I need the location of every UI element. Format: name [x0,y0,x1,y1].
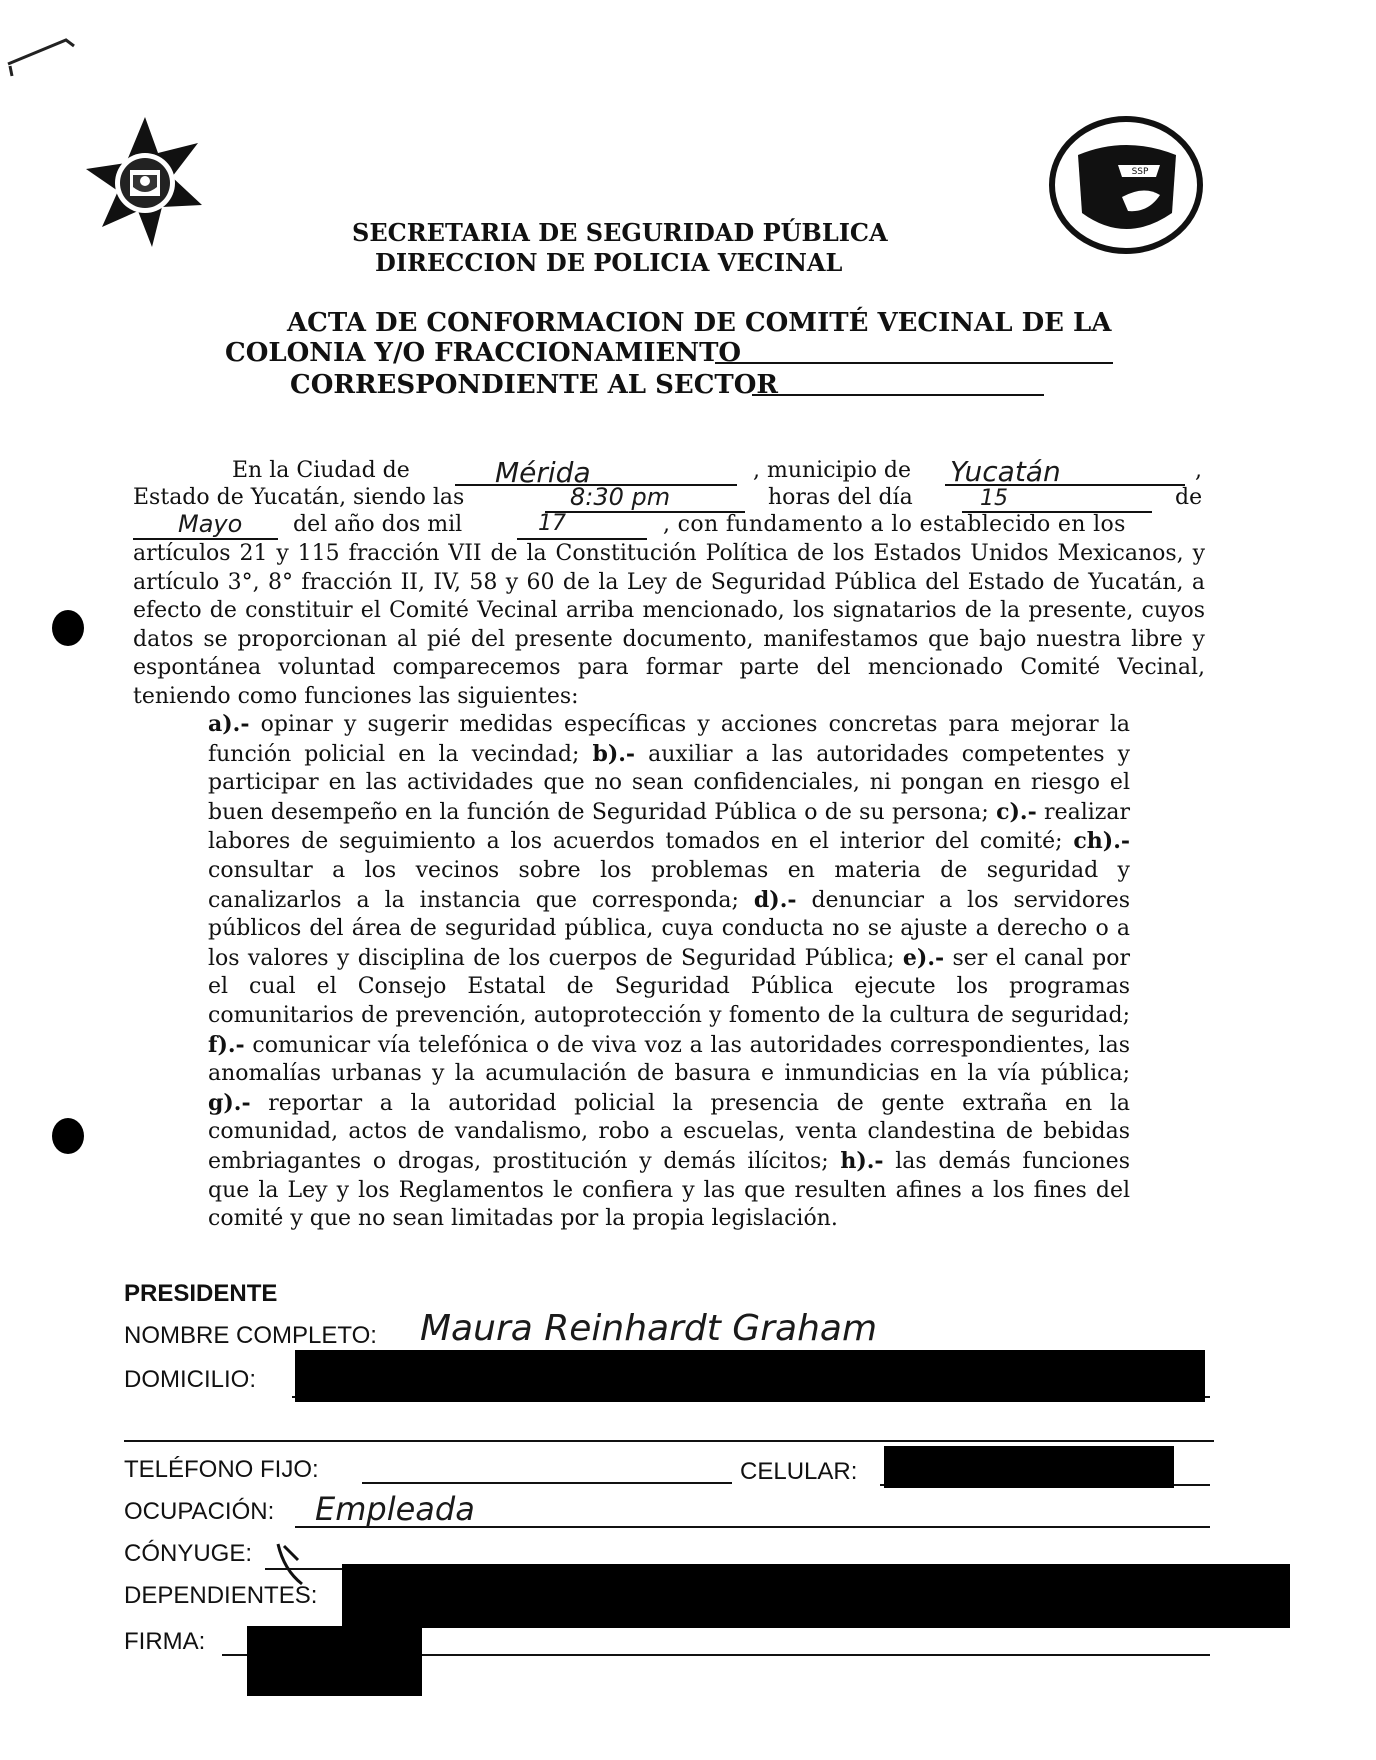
state-council-seal-icon [1048,115,1203,255]
function-e: e).- ser el canal por el cual el Consejo Estatal de Seguridad Pública ejecute los programas comunitarios de prevención, autoprotección y fomento de la cultura de seguridad; [208,944,1130,1028]
telefono-line[interactable] [362,1482,732,1484]
hole-punch-top [52,610,84,646]
dependientes-label: DEPENDIENTES: [124,1582,318,1609]
celular-label: CELULAR: [740,1458,858,1485]
function-ch: ch).- consultar a los vecinos sobre los problemas en materia de seguridad y canalizarlos a la instancia que corresponda; [208,828,1130,913]
intro-text-2: , municipio de [753,458,912,483]
section-presidente: PRESIDENTE [124,1280,278,1307]
telefono-label: TELÉFONO FIJO: [124,1456,319,1483]
mes-value: Mayo [178,510,243,538]
nombre-value[interactable]: Maura Reinhardt Graham [420,1308,878,1349]
direccion-heading: DIRECCION DE POLICIA VECINAL [375,248,843,277]
ciudad-value: Mérida [495,456,591,489]
firma-redaction [247,1626,422,1696]
intro-text-4: horas del día [768,485,913,510]
intro-text-7: , con fundamento a lo establecido en los [663,512,1126,537]
svg-text:SSP: SSP [1131,167,1149,177]
star-badge-icon [80,115,210,250]
acta-title-line1: ACTA DE CONFORMACION DE COMITÉ VECINAL DE LA [287,308,1112,338]
comma-after-municipio: , [1195,458,1202,483]
function-b: b).- auxiliar a las autoridades competentes y participar en las actividades que no sean confidenciales, ni pongan en riesgo el buen desempeño en la función de Seguridad Pública o de su persona; [208,740,1130,825]
function-h: h).- las demás funciones que la Ley y los Reglamentos le confiera y las que resulten afines a los fines del comité y que no sean limitadas por la propia legislación. [208,1147,1130,1232]
conyuge-label: CÓNYUGE: [124,1540,253,1567]
domicilio-redaction [295,1350,1205,1402]
functions-list [208,710,1130,1234]
intro-text-3: Estado de Yucatán, siendo las [133,485,465,510]
acta-title-line2: COLONIA Y/O FRACCIONAMIENTO [225,338,742,368]
nombre-label: NOMBRE COMPLETO: [124,1322,377,1349]
celular-redaction [884,1446,1174,1488]
function-g: g).- reportar a la autoridad policial la presencia de gente extraña en la comunidad, actos de vandalismo, robo a escuelas, venta clandestina de bebidas embriagantes o drogas, prostitución y demás ilícitos; [208,1089,1130,1174]
secretaria-heading: SECRETARIA DE SEGURIDAD PÚBLICA [352,218,888,247]
dependientes-redaction [342,1564,1290,1628]
function-c: c).- realizar labores de seguimiento a los acuerdos tomados en el interior del comité; [208,798,1130,855]
function-d: d).- denunciar a los servidores públicos del área de seguridad pública, cuya conducta no se ajuste a derecho o a los valores y disciplina de los cuerpos de Seguridad Pública; [208,886,1130,971]
intro-text-6: del año dos mil [293,512,463,537]
acta-title-line3: CORRESPONDIENTE AL SECTOR [290,370,779,400]
sector-blank-line[interactable] [752,394,1044,396]
hora-value: 8:30 pm [570,483,671,511]
intro-line-1 [232,458,410,483]
domicilio-label: DOMICILIO: [124,1366,257,1393]
anio-value: 17 [538,511,566,536]
firma-label: FIRMA: [124,1628,206,1655]
ocupacion-label: OCUPACIÓN: [124,1498,275,1525]
hole-punch-bottom [52,1118,84,1154]
function-f: f).- comunicar vía telefónica o de viva voz a las autoridades correspondientes, las anomalías urbanas y la acumulación de basura e inmundicias en la vía pública; [208,1031,1130,1087]
municipio-value: Yucatán [950,455,1061,488]
scan-mark [0,18,90,78]
dia-value: 15 [980,486,1008,511]
function-a: a).- opinar y sugerir medidas específicas y acciones concretas para mejorar la función policial en la vecindad; [208,711,1130,767]
intro-paragraph: artículos 21 y 115 fracción VII de la Constitución Política de los Estados Unidos Mexicanos, y artículo 3°, 8° fracción II, IV, 58 y 60 de la Ley de Seguridad Pública del Estado de Yucatán, a efecto de constituir el Comité Vecinal arriba mencionado, los signatarios de la presente, cuyos datos se proporcionan al pié del presente documento, manifestamos que bajo nuestra libre y espontánea voluntad comparecemos para formar parte del mencionado Comité Vecinal, teniendo como funciones las siguientes: [133,541,1205,709]
domicilio-line-2[interactable] [124,1440,1214,1442]
intro-text-1: En la Ciudad de [232,458,410,483]
colonia-blank-line[interactable] [715,362,1113,364]
ocupacion-value[interactable]: Empleada [315,1490,475,1528]
intro-text-5: de [1175,485,1203,510]
